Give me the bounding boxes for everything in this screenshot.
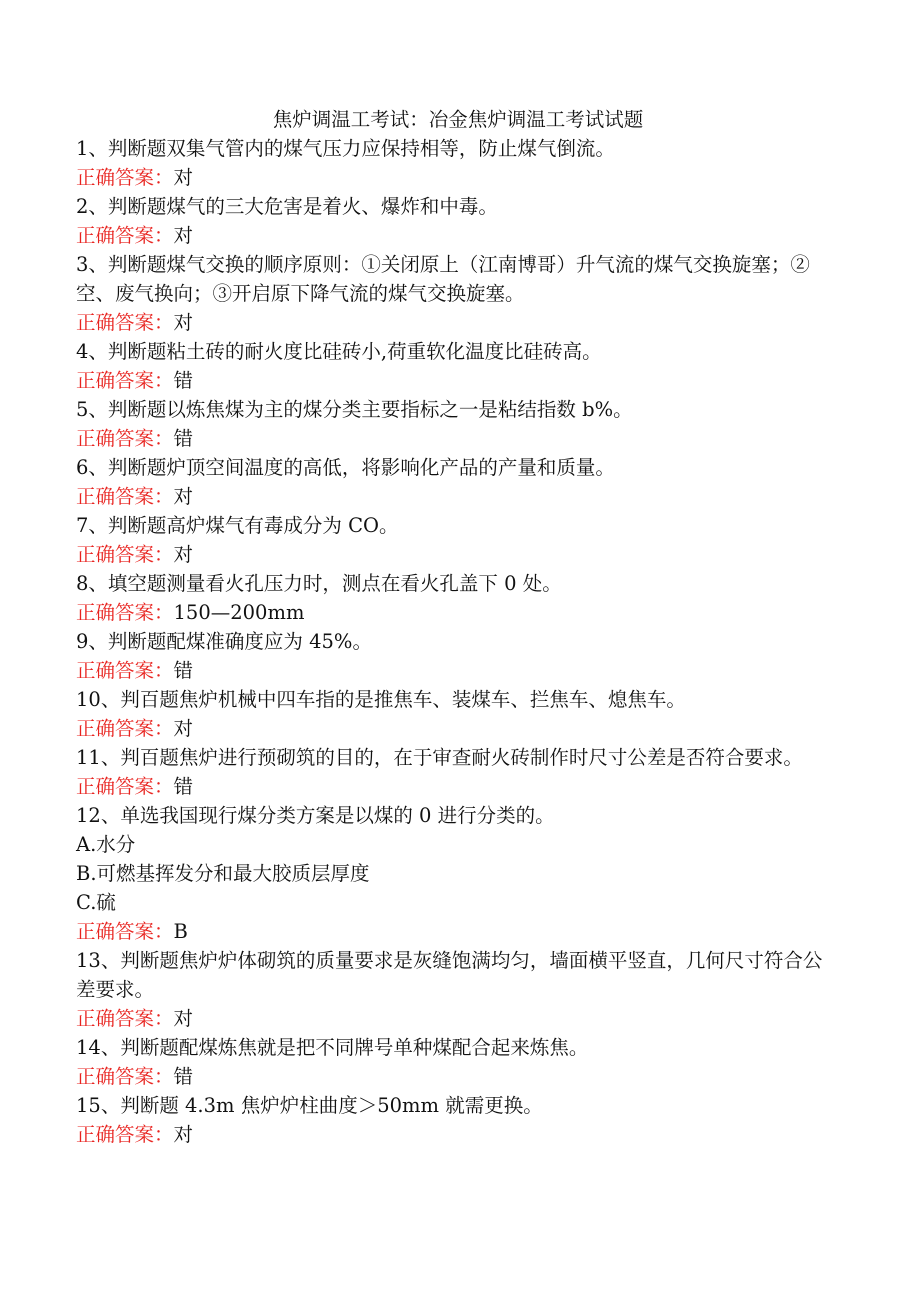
question-text: 15、判断题 4.3m 焦炉炉柱曲度＞50mm 就需更换。 — [76, 1094, 543, 1117]
question-list — [76, 134, 830, 1149]
question-text: 11、判百题焦炉进行预砌筑的目的，在于审查耐火砖制作时尺寸公差是否符合要求。 — [76, 746, 803, 769]
question-item — [76, 250, 830, 337]
question-item — [76, 511, 830, 569]
correct-answer — [76, 308, 830, 337]
answer-label: 正确答案： — [76, 369, 174, 392]
correct-answer — [76, 598, 830, 627]
correct-answer — [76, 714, 830, 743]
correct-answer — [76, 366, 830, 395]
correct-answer — [76, 540, 830, 569]
answer-label: 正确答案： — [76, 601, 174, 624]
question-text: 2、判断题煤气的三大危害是着火、爆炸和中毒。 — [76, 195, 498, 218]
answer-value: 对 — [173, 1007, 194, 1030]
answer-label: 正确答案： — [76, 166, 174, 189]
question-text: 13、判断题焦炉炉体砌筑的质量要求是灰缝饱满均匀，墙面横平竖直，几何尺寸符合公差要求。 — [76, 949, 823, 1001]
answer-value: 错 — [173, 427, 194, 450]
answer-label: 正确答案： — [76, 485, 174, 508]
answer-option: B.可燃基挥发分和最大胶质层厚度 — [76, 862, 370, 885]
correct-answer — [76, 482, 830, 511]
answer-value: 150—200mm — [173, 601, 305, 624]
answer-value: 对 — [173, 224, 194, 247]
answer-label: 正确答案： — [76, 920, 174, 943]
question-text: 3、判断题煤气交换的顺序原则：①关闭原上（江南博哥）升气流的煤气交换旋塞；②空、废气换向；③开启原下降气流的煤气交换旋塞。 — [76, 253, 810, 305]
answer-label: 正确答案： — [76, 543, 174, 566]
correct-answer — [76, 917, 830, 946]
question-text: 12、单选我国现行煤分类方案是以煤的 0 进行分类的。 — [76, 804, 555, 827]
question-item — [76, 1033, 830, 1091]
answer-label: 正确答案： — [76, 1065, 174, 1088]
correct-answer — [76, 772, 830, 801]
question-text: 6、判断题炉顶空间温度的高低，将影响化产品的产量和质量。 — [76, 456, 615, 479]
answer-option: A.水分 — [76, 833, 136, 856]
question-text: 8、填空题测量看火孔压力时，测点在看火孔盖下 0 处。 — [76, 572, 562, 595]
question-item — [76, 395, 830, 453]
question-text: 9、判断题配煤准确度应为 45%。 — [76, 630, 372, 653]
answer-label: 正确答案： — [76, 1123, 174, 1146]
answer-value: 错 — [173, 775, 194, 798]
question-item — [76, 946, 830, 1033]
question-item — [76, 685, 830, 743]
correct-answer — [76, 221, 830, 250]
correct-answer — [76, 424, 830, 453]
answer-label: 正确答案： — [76, 659, 174, 682]
answer-label: 正确答案： — [76, 224, 174, 247]
question-text: 10、判百题焦炉机械中四车指的是推焦车、装煤车、拦焦车、熄焦车。 — [76, 688, 686, 711]
question-text: 7、判断题高炉煤气有毒成分为 CO。 — [76, 514, 399, 537]
question-item — [76, 192, 830, 250]
correct-answer — [76, 1120, 830, 1149]
correct-answer — [76, 656, 830, 685]
question-item — [76, 627, 830, 685]
question-text: 1、判断题双集气管内的煤气压力应保持相等，防止煤气倒流。 — [76, 137, 615, 160]
document-title: 焦炉调温工考试：冶金焦炉调温工考试试题 — [272, 108, 644, 131]
correct-answer — [76, 163, 830, 192]
answer-label: 正确答案： — [76, 717, 174, 740]
question-item — [76, 134, 830, 192]
answer-value: 对 — [173, 1123, 194, 1146]
question-item — [76, 1091, 830, 1149]
answer-label: 正确答案： — [76, 1007, 174, 1030]
answer-value: 错 — [173, 1065, 194, 1088]
correct-answer — [76, 1004, 830, 1033]
answer-option: C.硫 — [76, 891, 116, 914]
answer-label: 正确答案： — [76, 311, 174, 334]
question-item — [76, 453, 830, 511]
question-item — [76, 337, 830, 395]
question-item — [76, 743, 830, 801]
answer-value: B — [173, 920, 188, 943]
answer-value: 对 — [173, 543, 194, 566]
answer-value: 对 — [173, 485, 194, 508]
answer-value: 错 — [173, 659, 194, 682]
answer-value: 对 — [173, 166, 194, 189]
correct-answer — [76, 1062, 830, 1091]
question-item — [76, 569, 830, 627]
question-text: 4、判断题粘土砖的耐火度比硅砖小,荷重软化温度比硅砖高。 — [76, 340, 602, 363]
answer-value: 错 — [173, 369, 194, 392]
answer-value: 对 — [173, 717, 194, 740]
answer-label: 正确答案： — [76, 427, 174, 450]
question-item — [76, 801, 830, 946]
question-text: 14、判断题配煤炼焦就是把不同牌号单种煤配合起来炼焦。 — [76, 1036, 589, 1059]
question-text: 5、判断题以炼焦煤为主的煤分类主要指标之一是粘结指数 b%。 — [76, 398, 633, 421]
answer-value: 对 — [173, 311, 194, 334]
answer-label: 正确答案： — [76, 775, 174, 798]
